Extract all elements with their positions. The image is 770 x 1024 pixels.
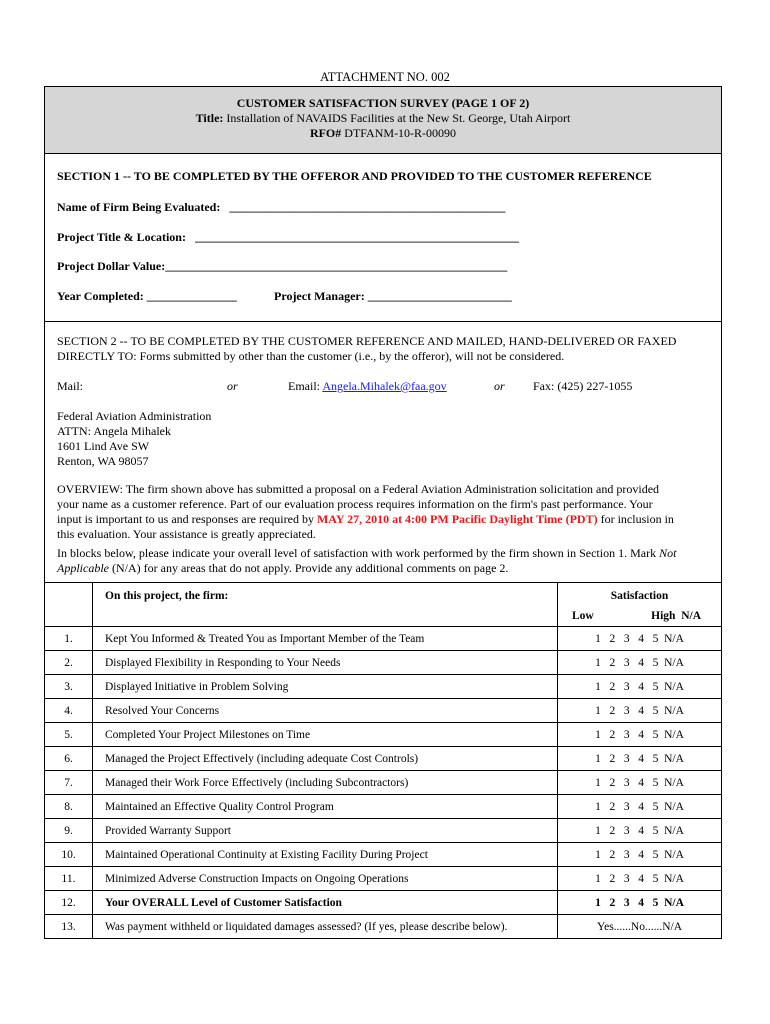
rfo-label: RFO# bbox=[309, 126, 342, 140]
survey-title: CUSTOMER SATISFACTION SURVEY (PAGE 1 OF 2) bbox=[236, 96, 530, 110]
row-criterion: Was payment withheld or liquidated damages assessed? (If yes, please describe below). bbox=[93, 915, 558, 939]
row-number: 10. bbox=[45, 843, 93, 867]
row-number: 6. bbox=[45, 747, 93, 771]
rating-scale[interactable]: 1 2 3 4 5 N/A bbox=[558, 819, 722, 843]
row-criterion: Kept You Informed & Treated You as Important Member of the Team bbox=[93, 627, 558, 651]
rating-scale[interactable]: 1 2 3 4 5 N/A bbox=[558, 699, 722, 723]
rating-scale[interactable]: 1 2 3 4 5 N/A bbox=[558, 891, 722, 915]
rfo-value: DTFANM-10-R-00090 bbox=[344, 126, 457, 140]
title-value: Installation of NAVAIDS Facilities at the New St. George, Utah Airport bbox=[226, 111, 571, 125]
row-number: 9. bbox=[45, 819, 93, 843]
section-1 bbox=[44, 153, 722, 322]
row-criterion: Managed the Project Effectively (including adequate Cost Controls) bbox=[93, 747, 558, 771]
rating-scale[interactable]: 1 2 3 4 5 N/A bbox=[558, 627, 722, 651]
project-title-line bbox=[45, 111, 721, 126]
row-number: 5. bbox=[45, 723, 93, 747]
table-row bbox=[45, 723, 722, 747]
title-label: Title: bbox=[195, 111, 224, 125]
low-label: Low bbox=[572, 610, 594, 622]
email-line bbox=[288, 379, 447, 394]
table-header-row bbox=[45, 583, 722, 627]
section-2 bbox=[44, 321, 722, 583]
table-row bbox=[45, 843, 722, 867]
table-row bbox=[45, 771, 722, 795]
satisfaction-table bbox=[44, 582, 722, 939]
fax-number: Fax: (425) 227-1055 bbox=[533, 379, 633, 393]
table-heading-label: On this project, the firm: bbox=[105, 590, 229, 602]
row-criterion: Completed Your Project Milestones on Time bbox=[93, 723, 558, 747]
table-row bbox=[45, 819, 722, 843]
row-number: 8. bbox=[45, 795, 93, 819]
rating-scale[interactable]: Yes......No......N/A bbox=[558, 915, 722, 939]
rating-scale[interactable]: 1 2 3 4 5 N/A bbox=[558, 723, 722, 747]
row-criterion: Minimized Adverse Construction Impacts on Ongoing Operations bbox=[93, 867, 558, 891]
project-title-field[interactable]: Project Title & Location: ______________________________________________________ bbox=[57, 230, 519, 244]
table-row bbox=[45, 699, 722, 723]
project-manager-field[interactable]: Project Manager: ________________________ bbox=[274, 289, 512, 303]
row-number: 2. bbox=[45, 651, 93, 675]
row-number: 1. bbox=[45, 627, 93, 651]
row-number: 13. bbox=[45, 915, 93, 939]
section-1-heading: SECTION 1 -- TO BE COMPLETED BY THE OFFEROR AND PROVIDED TO THE CUSTOMER REFERENCE bbox=[57, 169, 652, 183]
row-criterion: Provided Warranty Support bbox=[93, 819, 558, 843]
year-completed-field[interactable]: Year Completed: _______________ bbox=[57, 289, 237, 303]
high-na-label: High N/A bbox=[651, 610, 701, 622]
table-row bbox=[45, 651, 722, 675]
row-number: 3. bbox=[45, 675, 93, 699]
table-row bbox=[45, 891, 722, 915]
row-criterion: Maintained Operational Continuity at Existing Facility During Project bbox=[93, 843, 558, 867]
satisfaction-heading: Satisfaction bbox=[610, 590, 669, 602]
email-link[interactable]: Angela.Mihalek@faa.gov bbox=[322, 379, 447, 393]
rating-scale[interactable]: 1 2 3 4 5 N/A bbox=[558, 651, 722, 675]
instructions-paragraph: In blocks below, please indicate your overall level of satisfaction with work performed by the firm shown in Section 1. Mark Not Applicable (N/A) for any areas that do not apply. Provide any additional comments on page 2. bbox=[57, 546, 677, 575]
or-separator: or bbox=[227, 379, 238, 393]
row-criterion: Displayed Initiative in Problem Solving bbox=[93, 675, 558, 699]
rating-scale[interactable]: 1 2 3 4 5 N/A bbox=[558, 771, 722, 795]
dollar-value-field[interactable]: Project Dollar Value:_________________________________________________________ bbox=[57, 259, 508, 273]
or-separator: or bbox=[494, 379, 505, 393]
overview-paragraph: OVERVIEW: The firm shown above has submitted a proposal on a Federal Aviation Administration solicitation and provided your name as a customer reference. Part of our evaluation process requires information on the firm's past performance. Your input is important to us and responses are required by MAY 27, 2010 at 4:00 PM Pacific Daylight Time (PDT) for inclusion in this evaluation. Your assistance is greatly appreciated. bbox=[57, 482, 674, 541]
email-label: Email: bbox=[288, 379, 320, 393]
rating-scale[interactable]: 1 2 3 4 5 N/A bbox=[558, 867, 722, 891]
table-row bbox=[45, 795, 722, 819]
rating-scale[interactable]: 1 2 3 4 5 N/A bbox=[558, 747, 722, 771]
row-criterion: Managed their Work Force Effectively (including Subcontractors) bbox=[93, 771, 558, 795]
table-row bbox=[45, 747, 722, 771]
mailing-address: Federal Aviation Administration ATTN: Angela Mihalek 1601 Lind Ave SW Renton, WA 98057 bbox=[57, 409, 212, 468]
row-number: 11. bbox=[45, 867, 93, 891]
table-body bbox=[45, 627, 722, 939]
row-criterion: Maintained an Effective Quality Control Program bbox=[93, 795, 558, 819]
attachment-number: ATTACHMENT NO. 002 bbox=[320, 70, 450, 84]
mail-label: Mail: bbox=[57, 379, 83, 393]
rfo-line bbox=[45, 126, 721, 141]
table-row bbox=[45, 627, 722, 651]
row-criterion: Resolved Your Concerns bbox=[93, 699, 558, 723]
rating-scale[interactable]: 1 2 3 4 5 N/A bbox=[558, 675, 722, 699]
section-2-heading: SECTION 2 -- TO BE COMPLETED BY THE CUSTOMER REFERENCE AND MAILED, HAND-DELIVERED OR FAXED DIRECTLY TO: Forms submitted by other than the customer (i.e., by the offeror), will not be considered. bbox=[57, 334, 677, 363]
rating-scale[interactable]: 1 2 3 4 5 N/A bbox=[558, 795, 722, 819]
table-row bbox=[45, 867, 722, 891]
row-number: 7. bbox=[45, 771, 93, 795]
survey-header bbox=[44, 86, 722, 154]
row-criterion: Your OVERALL Level of Customer Satisfaction bbox=[93, 891, 558, 915]
response-deadline: MAY 27, 2010 at 4:00 PM Pacific Daylight Time (PDT) bbox=[316, 512, 598, 526]
rating-scale[interactable]: 1 2 3 4 5 N/A bbox=[558, 843, 722, 867]
table-row bbox=[45, 675, 722, 699]
row-number: 12. bbox=[45, 891, 93, 915]
firm-name-field[interactable]: Name of Firm Being Evaluated: ______________________________________________ bbox=[57, 200, 506, 214]
table-row bbox=[45, 915, 722, 939]
row-criterion: Displayed Flexibility in Responding to Your Needs bbox=[93, 651, 558, 675]
row-number: 4. bbox=[45, 699, 93, 723]
